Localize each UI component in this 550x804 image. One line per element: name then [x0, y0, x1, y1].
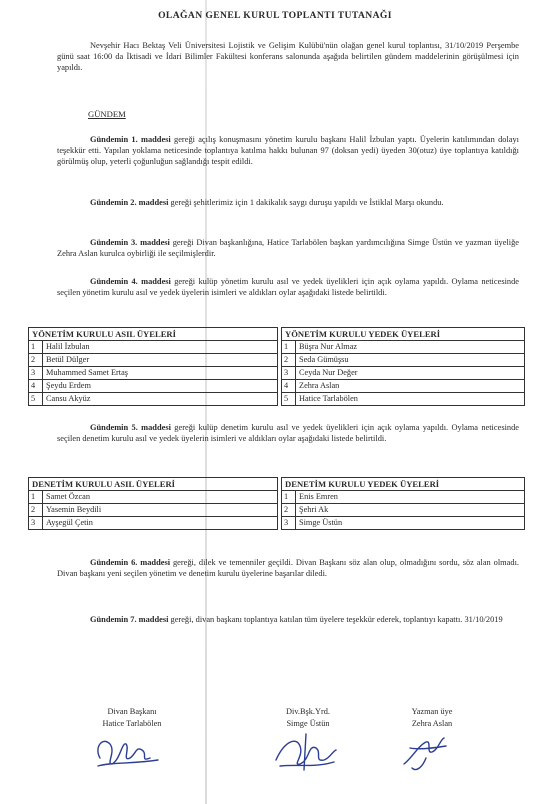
signature-role: Divan Başkanı — [107, 707, 157, 716]
table-row: 2 Yasemin Beydili — [29, 504, 278, 517]
audit-substitute-members-table — [281, 477, 525, 530]
agenda-item-text: gereği kulüp yönetim kurulu asıl ve yedek üyelikleri için açık oylama yapıldı. Oylama neticesinde seçilen yönetim kurulu asıl ve yedek üyelerin isimleri ve aldıkları oylar aşağıdaki listede belirtildi. — [57, 277, 519, 297]
agenda-item-7 — [57, 614, 519, 625]
table-row: 3 Ceyda Nur Değer — [282, 367, 525, 380]
agenda-item-5 — [57, 422, 519, 444]
table-row: 2 Seda Gümüşsu — [282, 354, 525, 367]
table-row: 3 Simge Üstün — [282, 517, 525, 530]
signature-name: Hatice Tarlabölen — [102, 719, 162, 728]
agenda-item-2 — [57, 197, 519, 208]
agenda-item-head: Gündemin 2. maddesi — [90, 198, 169, 207]
document-title: OLAĞAN GENEL KURUL TOPLANTI TUTANAĞI — [158, 10, 392, 21]
table-header: YÖNETİM KURULU YEDEK ÜYELERİ — [282, 328, 525, 341]
agenda-item-text: gereği açılış konuşmasını yönetim kurulu başkanı Halil İzbulan yaptı. Üyelerin katılımından dolayı teşekkür etti. Yapılan yoklama neticesinde toplantıya katılma hakkı bulunan 97 (doksan yedi) üyeden 30(otuz) üye toplantıya katıldığı görülmüş olup, yeterli çoğunluğun sağlandığı tespit edildi. — [57, 135, 520, 166]
agenda-item-head: Gündemin 7. maddesi — [90, 615, 169, 624]
agenda-item-head: Gündemin 6. maddesi — [90, 558, 171, 567]
table-row: 4 Zehra Aslan — [282, 380, 525, 393]
agenda-item-head: Gündemin 5. maddesi — [90, 423, 171, 432]
agenda-item-head: Gündemin 1. maddesi — [90, 135, 171, 144]
intro-paragraph: Nevşehir Hacı Bektaş Veli Üniversitesi Lojistik ve Gelişim Kulübü'nün olağan genel kurul toplantısı, 31/10/2019 Perşembe günü saat 16:00 da İktisadi ve İdari Bilimler Fakültesi konferans salonunda aşağıda belirtilen gündem maddelerinin görüşülmesi için yapıldı. — [57, 41, 519, 72]
table-row: 2 Şehri Ak — [282, 504, 525, 517]
board-main-members-table — [28, 327, 278, 406]
table-row: 1 Halil İzbulan — [29, 341, 278, 354]
table-header: DENETİM KURULU ASIL ÜYELERİ — [29, 478, 278, 491]
table-row: 1 Enis Emren — [282, 491, 525, 504]
table-row: 3 Ayşegül Çetin — [29, 517, 278, 530]
agenda-item-3 — [57, 237, 519, 259]
agenda-item-head: Gündemin 3. maddesi — [90, 238, 170, 247]
table-row: 2 Betül Dülger — [29, 354, 278, 367]
signature-name: Zehra Aslan — [411, 719, 453, 728]
agenda-item-4 — [57, 276, 519, 298]
table-header: DENETİM KURULU YEDEK ÜYELERİ — [282, 478, 525, 491]
table-row: 5 Hatice Tarlabölen — [282, 393, 525, 406]
agenda-item-text: gereği Divan başkanlığına, Hatice Tarlabölen başkan yardımcılığına Simge Üstün ve yazman üyeliğe Zehra Aslan kurulca oybirliği ile seçilmişlerdir. — [57, 238, 520, 258]
signature-block-chair — [72, 706, 192, 730]
agenda-item-text: gereği, dilek ve temenniler geçildi. Divan Başkanı söz alan olup, olmadığını sordu, söz alan olmadı. Divan başkanı yeni seçilen yönetim ve denetim kurulu üyelerine başarılar diledi. — [57, 558, 519, 578]
agenda-item-1 — [57, 134, 519, 167]
table-row: 1 Büşra Nur Almaz — [282, 341, 525, 354]
agenda-item-text: gereği kulüp denetim kurulu asıl ve yedek üyelikleri için açık oylama yapıldı. Oylama neticesinde seçilen denetim kurulu asıl ve yedek üyelerin isimleri ve aldıkları oylar aşağıdaki listede belirtildi. — [57, 423, 519, 443]
signature-role: Yazman üye — [411, 707, 453, 716]
agenda-item-text: gereği, divan başkanı toplantıya katılan tüm üyelere teşekkür ederek, toplantıyı kapattı. 31/10/2019 — [168, 615, 503, 624]
signature-role: Div.Bşk.Yrd. — [286, 707, 330, 716]
table-row: 1 Samet Özcan — [29, 491, 278, 504]
agenda-item-6 — [57, 557, 519, 579]
audit-main-members-table — [28, 477, 278, 530]
handwritten-signature-secretary — [396, 728, 456, 774]
table-row: 4 Şeydu Erdem — [29, 380, 278, 393]
handwritten-signature-chair — [92, 728, 162, 776]
table-row: 3 Muhammed Samet Ertaş — [29, 367, 278, 380]
agenda-heading: GÜNDEM — [88, 109, 126, 119]
handwritten-signature-vice-chair — [270, 726, 340, 776]
signature-name: Simge Üstün — [286, 719, 330, 728]
board-substitute-members-table — [281, 327, 525, 406]
table-row: 5 Cansu Akyüz — [29, 393, 278, 406]
agenda-item-text: gereği şehitlerimiz için 1 dakikalık saygı duruşu yapıldı ve İstiklal Marşı okundu. — [168, 198, 444, 207]
agenda-item-head: Gündemin 4. maddesi — [90, 277, 171, 286]
signature-block-secretary — [372, 706, 492, 730]
table-header: YÖNETİM KURULU ASIL ÜYELERİ — [29, 328, 278, 341]
